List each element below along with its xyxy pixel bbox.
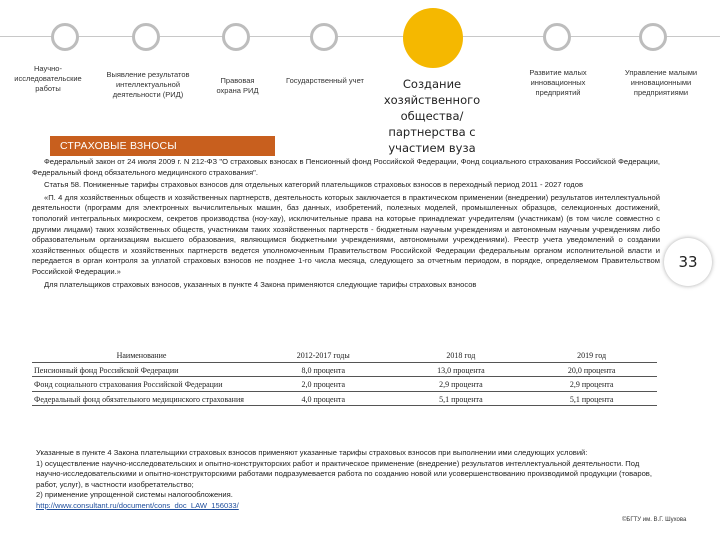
- section-title: СТРАХОВЫЕ ВЗНОСЫ: [50, 136, 275, 156]
- law-reference: Федеральный закон от 24 июля 2009 г. N 212-ФЗ "О страховых взносах в Пенсионный фонд Российской Федерации, Фонд социального страхования Российской Федерации, Федеральный фонд обязательного медицинского страхования".: [32, 157, 660, 177]
- table-header-cell: 2019 год: [526, 350, 657, 362]
- timeline-label-rid: Выявление результатов интеллектуальной деятельности (РИД): [106, 70, 190, 99]
- table-cell: Фонд социального страхования Российской Федерации: [32, 377, 251, 392]
- article-quote: «П. 4 для хозяйственных обществ и хозяйственных партнерств, деятельность которых заключается в практическом применении (внедрении) результатов интеллектуальной деятельности (программ для электронных вычислительных машин, баз данных, изобретений, полезных моделей, промышленных образцов, селекционных достижений, топологий интегральных микросхем, секретов производства (ноу-хау), исключительные права на которые принадлежат учредителям (участникам) (в том числе совместно с другими лицами) таких хозяйственных обществ, участникам таких хозяйственных партнерств - бюджетным научным учреждениям и автономным научным учреждениям либо образовательным организациям высшего образования, являющимся бюджетными учреждениями, автономными учреждениями). Реестр учета уведомлений о создании хозяйственных обществ и хозяйственных партнерств ведется уполномоченным Правительством Российской Федерации федеральным органом исполнительной власти и передается в орган контроля за уплатой страховых взносов не позднее 1-го числа месяца, следующего за отчетным периодом, в порядке, определяемом Правительством Российской Федерации.»: [32, 192, 660, 276]
- timeline-label-state-account: Государственный учет: [286, 76, 364, 85]
- law-text: [32, 157, 660, 290]
- timeline-label-research: Научно-исследовательские работы: [14, 64, 82, 93]
- timeline-node-rid: [132, 23, 160, 51]
- timeline-node-research: [51, 23, 79, 51]
- timeline-label-management: Управление малыми инновационными предприятиями: [624, 68, 698, 97]
- timeline-line: [0, 36, 720, 37]
- timeline-node-company-active: [403, 8, 463, 68]
- table-row: [32, 362, 657, 377]
- table-cell: Федеральный фонд обязательного медицинского страхования: [32, 391, 251, 406]
- page-number: 33: [664, 238, 712, 286]
- table-cell: 13,0 процента: [396, 362, 527, 377]
- table-cell: 20,0 процента: [526, 362, 657, 377]
- tariffs-table: [32, 350, 657, 406]
- timeline-node-management: [639, 23, 667, 51]
- timeline-label-company: Создание хозяйственного общества/партнерства с участием вуза: [383, 77, 481, 155]
- table-row: [32, 377, 657, 392]
- table-cell: 5,1 процента: [396, 391, 527, 406]
- consultant-link[interactable]: http://www.consultant.ru/document/cons_doc_LAW_156033/: [36, 500, 239, 510]
- condition-2: 2) применение упрощенной системы налогообложения.: [36, 490, 233, 500]
- timeline-node-legal: [222, 23, 250, 51]
- timeline-label-legal: Правовая охрана РИД: [216, 76, 259, 95]
- copyright: ©БГТУ им. В.Г. Шухова: [622, 517, 687, 523]
- table-cell: 2,9 процента: [396, 377, 527, 392]
- table-cell: 5,1 процента: [526, 391, 657, 406]
- timeline-node-small-enterprises: [543, 23, 571, 51]
- condition-1: 1) осуществление научно-исследовательских и опытно-конструкторских работ и практическое применение (внедрение) результатов интеллектуальной деятельности. Под научно-исследовательскими и опытно-конструкторскими работами подразумевается работа по созданию новой или усовершенствованию производимой продукции (товаров, работ, услуг), в частности изобретательство;: [36, 458, 652, 489]
- timeline-label-small-enterprises: Развитие малых инновационных предприятий: [529, 68, 587, 97]
- table-row: [32, 391, 657, 406]
- table-cell: Пенсионный фонд Российской Федерации: [32, 362, 251, 377]
- table-cell: 2,9 процента: [526, 377, 657, 392]
- table-header-cell: Наименование: [32, 350, 251, 362]
- article-title: Статья 58. Пониженные тарифы страховых взносов для отдельных категорий плательщиков страховых взносов в переходный период 2011 - 2027 годов: [44, 180, 583, 190]
- table-header-cell: 2018 год: [396, 350, 527, 362]
- table-cell: 4,0 процента: [251, 391, 396, 406]
- table-header-row: [32, 350, 657, 362]
- table-header-cell: 2012-2017 годы: [251, 350, 396, 362]
- table-cell: 8,0 процента: [251, 362, 396, 377]
- tariffs-intro: Для плательщиков страховых взносов, указанных в пункте 4 Закона применяются следующие тарифы страховых взносов: [44, 279, 477, 289]
- timeline-node-state-account: [310, 23, 338, 51]
- table-cell: 2,0 процента: [251, 377, 396, 392]
- conditions-intro: Указанные в пункте 4 Закона плательщики страховых взносов применяют указанные тарифы страховых взносов при выполнении ими следующих условий:: [36, 448, 588, 457]
- conditions-notes: [36, 448, 656, 512]
